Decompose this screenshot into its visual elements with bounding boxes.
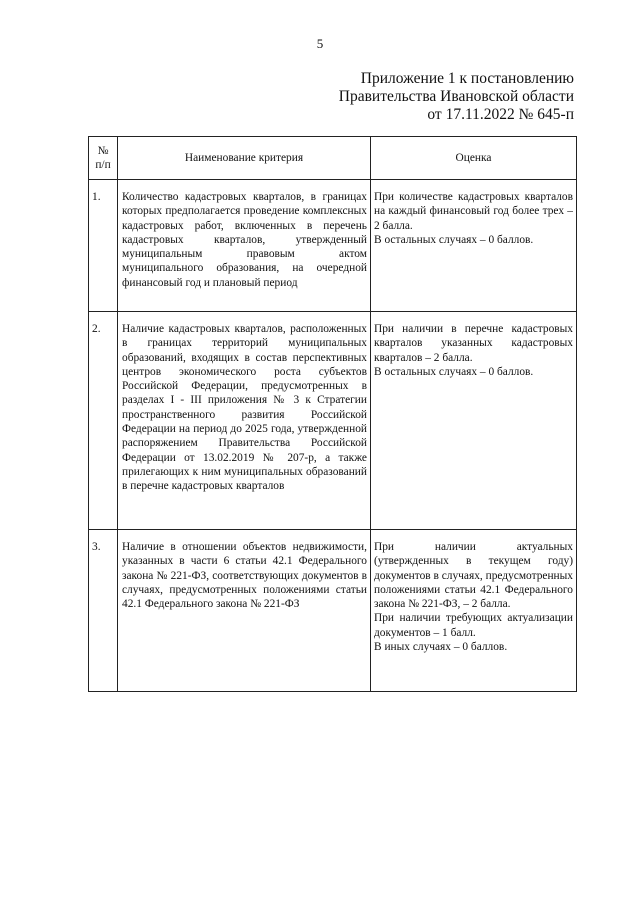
row-number: 2.	[89, 312, 118, 530]
criterion-text: Наличие в отношении объектов недвижимости, указанных в части 6 статьи 42.1 Федерального закона № 221-ФЗ, соответствующих документов в случаях, предусмотренных положениями статьи 42.1 Федерального закона № 221-ФЗ	[118, 530, 371, 692]
score-paragraph: При наличии требующих актуализации документов – 1 балл.	[374, 612, 573, 639]
score-cell	[371, 180, 577, 312]
score-paragraph: В иных случаях – 0 баллов.	[374, 641, 508, 654]
table-header-row	[89, 137, 577, 180]
score-paragraph: В остальных случаях – 0 баллов.	[374, 233, 534, 246]
page-number: 5	[316, 36, 324, 51]
appendix-header-line-2: Правительства Ивановской области	[338, 88, 574, 105]
row-number: 3.	[89, 530, 118, 692]
criterion-text: Количество кадастровых кварталов, в границах которых предполагается проведение комплексных кадастровых работ, включенных в перечень кадастровых кварталов, утвержденный муниципальным правовым актом муниципального образования, на очередной финансовый год и плановый период	[118, 180, 371, 312]
score-paragraph: При количестве кадастровых кварталов на каждый финансовый год более трех – 2 балла.	[374, 191, 573, 232]
score-cell	[371, 312, 577, 530]
column-header-number	[89, 137, 118, 180]
appendix-header-line-3: от 17.11.2022 № 645-п	[427, 106, 574, 123]
appendix-header	[339, 70, 574, 124]
appendix-header-line-1: Приложение 1 к постановлению	[360, 70, 574, 87]
table-row	[89, 180, 577, 312]
column-header-criterion: Наименование критерия	[118, 137, 371, 180]
column-header-number-line-1: №	[97, 145, 109, 157]
score-cell	[371, 530, 577, 692]
row-number: 1.	[89, 180, 118, 312]
table-row	[89, 312, 577, 530]
score-paragraph: При наличии в перечне кадастровых кварталов указанных кадастровых кварталов – 2 балла.	[374, 323, 573, 364]
column-header-number-line-2: п/п	[95, 159, 111, 171]
column-header-score: Оценка	[371, 137, 577, 180]
criteria-table	[88, 136, 577, 692]
criterion-text: Наличие кадастровых кварталов, расположенных в границах территорий муниципальных образований, входящих в состав перспективных центров экономического роста субъектов Российской Федерации, предусмотренных в разделах I - III приложения № 3 к Стратегии пространственного развития Российской Федерации на период до 2025 года, утвержденной распоряжением Правительства Российской Федерации от 13.02.2019 № 207-р, а также прилегающих к ним муниципальных образований в перечне кадастровых кварталов	[118, 312, 371, 530]
table-row	[89, 530, 577, 692]
score-paragraph: При наличии актуальных (утвержденных в текущем году) документов в случаях, предусмотренных положениями статьи 42.1 Федерального закона № 221-ФЗ, – 2 балла.	[374, 541, 573, 611]
score-paragraph: В остальных случаях – 0 баллов.	[374, 365, 534, 378]
